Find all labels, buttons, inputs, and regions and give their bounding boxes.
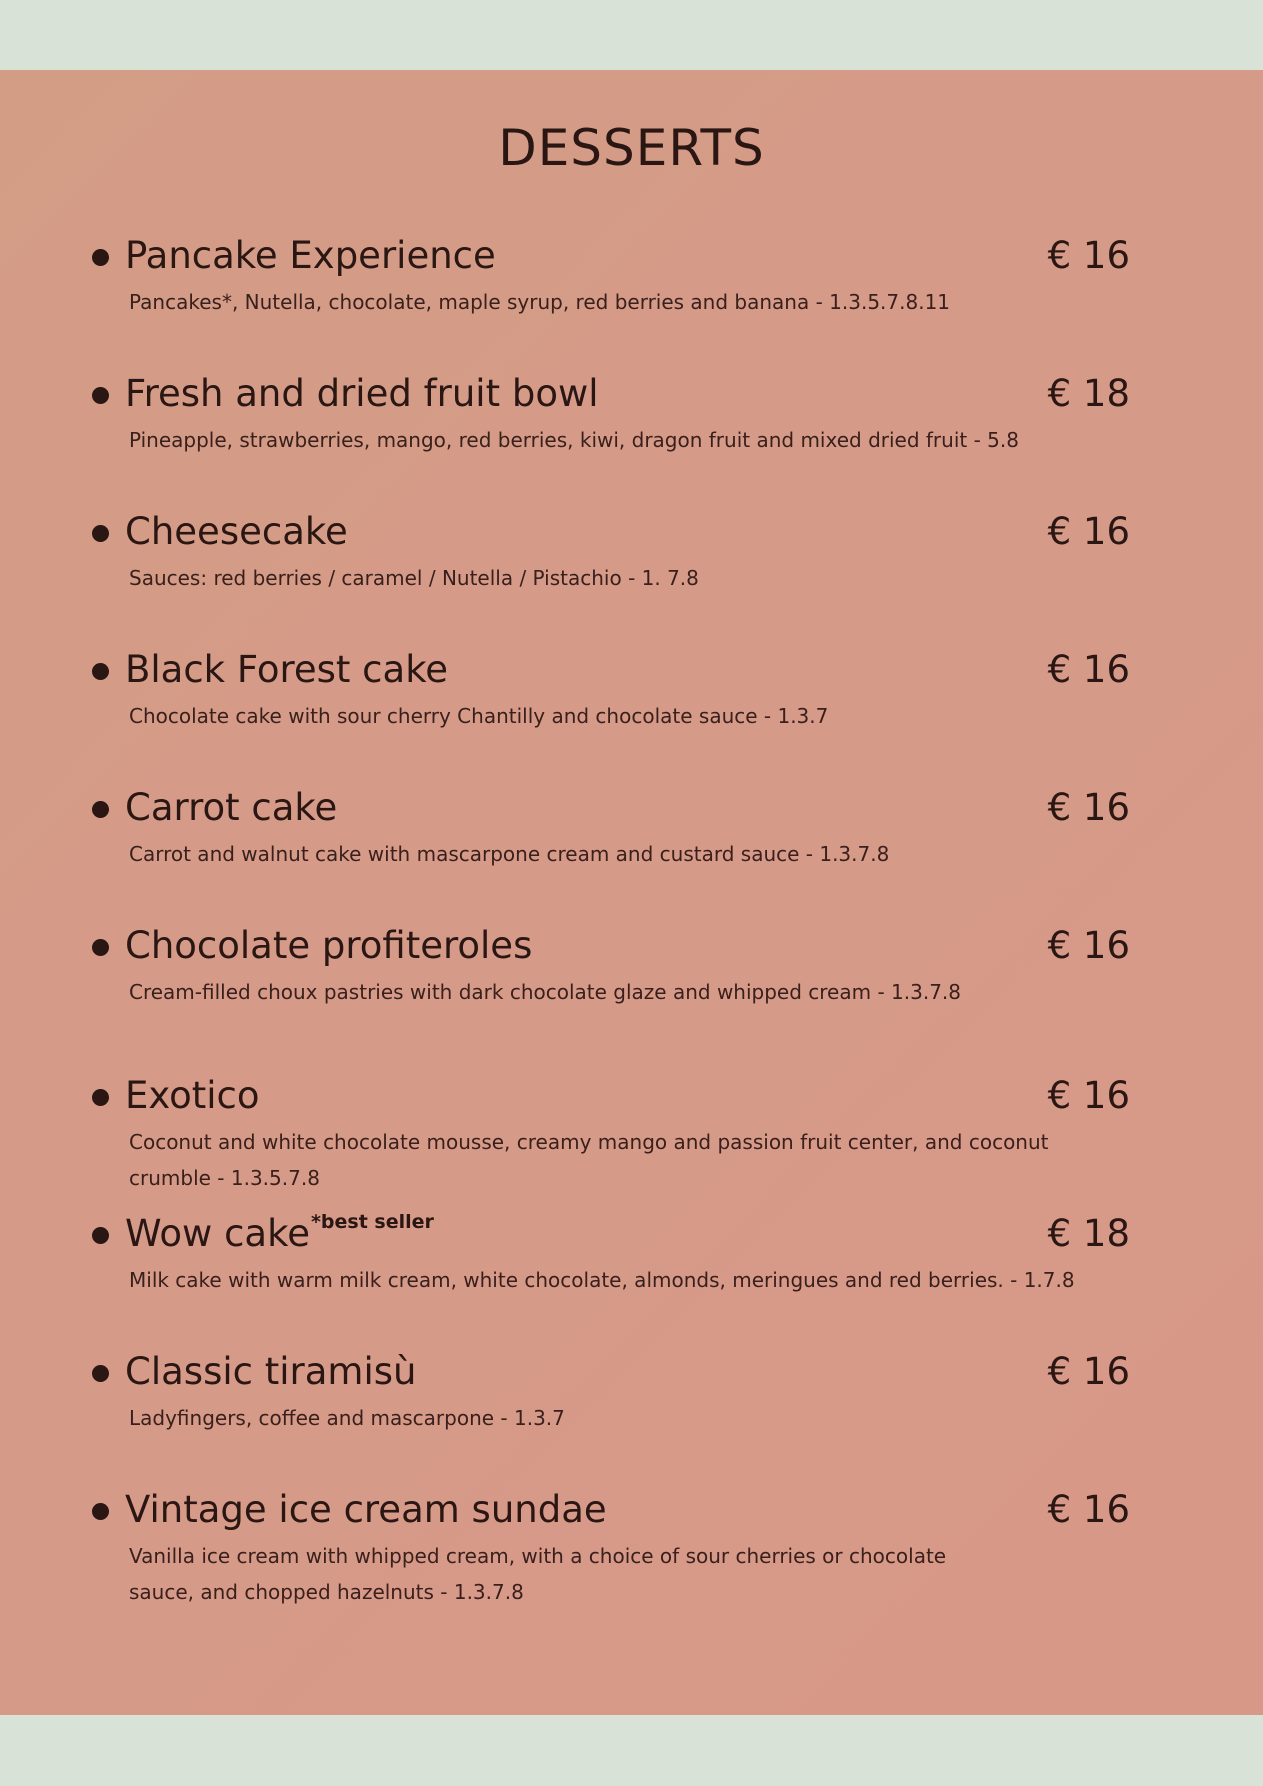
item-name: Fresh and dried fruit bowl — [125, 372, 599, 415]
item-description: Pineapple, strawberries, mango, red berries, kiwi, dragon fruit and mixed dried fruit - 5.8 — [129, 428, 1019, 452]
item-name: Vintage ice cream sundae — [125, 1488, 607, 1531]
bullet-icon — [92, 939, 109, 956]
item-description: Carrot and walnut cake with mascarpone cream and custard sauce - 1.3.7.8 — [129, 842, 890, 866]
bullet-icon — [92, 249, 109, 266]
item-price: € 16 — [1047, 234, 1130, 277]
bullet-icon — [92, 1227, 109, 1244]
item-description: Ladyfingers, coffee and mascarpone - 1.3.7 — [129, 1406, 565, 1430]
item-price: € 16 — [1047, 1488, 1130, 1531]
item-name — [125, 1211, 434, 1255]
item-description: Sauces: red berries / caramel / Nutella / Pistachio - 1. 7.8 — [129, 566, 699, 590]
item-description: Chocolate cake with sour cherry Chantilly and chocolate sauce - 1.3.7 — [129, 704, 829, 728]
item-price: € 16 — [1047, 648, 1130, 691]
item-description: Milk cake with warm milk cream, white chocolate, almonds, meringues and red berries. - 1.7.8 — [129, 1268, 1075, 1292]
item-name: Classic tiramisù — [125, 1350, 417, 1393]
item-price: € 18 — [1047, 372, 1130, 415]
item-name-text: Wow cake — [125, 1212, 310, 1255]
bullet-icon — [92, 663, 109, 680]
item-price: € 16 — [1047, 510, 1130, 553]
item-name: Cheesecake — [125, 510, 348, 553]
item-price: € 16 — [1047, 924, 1130, 967]
page-title: DESSERTS — [498, 119, 765, 177]
item-name: Chocolate profiteroles — [125, 924, 533, 967]
item-name: Carrot cake — [125, 786, 338, 829]
best-seller-badge: *best seller — [310, 1211, 434, 1233]
bullet-icon — [92, 1365, 109, 1382]
item-name: Exotico — [125, 1074, 260, 1117]
item-description: Vanilla ice cream with whipped cream, with a choice of sour cherries or chocolate sauce, and chopped hazelnuts - 1.3.7.8 — [129, 1544, 947, 1604]
item-name: Black Forest cake — [125, 648, 449, 691]
bullet-icon — [92, 1089, 109, 1106]
bullet-icon — [92, 801, 109, 818]
item-price: € 16 — [1047, 1074, 1130, 1117]
menu-panel — [0, 70, 1263, 1715]
item-price: € 16 — [1047, 786, 1130, 829]
bullet-icon — [92, 525, 109, 542]
item-description: Pancakes*, Nutella, chocolate, maple syrup, red berries and banana - 1.3.5.7.8.11 — [129, 290, 951, 314]
item-description: Cream-filled choux pastries with dark chocolate glaze and whipped cream - 1.3.7.8 — [129, 980, 962, 1004]
item-price: € 16 — [1047, 1350, 1130, 1393]
item-description: Coconut and white chocolate mousse, creamy mango and passion fruit center, and coconut crumble - 1.3.5.7.8 — [129, 1130, 1049, 1190]
item-name: Pancake Experience — [125, 234, 496, 277]
item-price: € 18 — [1047, 1212, 1130, 1255]
bullet-icon — [92, 1503, 109, 1520]
bullet-icon — [92, 387, 109, 404]
